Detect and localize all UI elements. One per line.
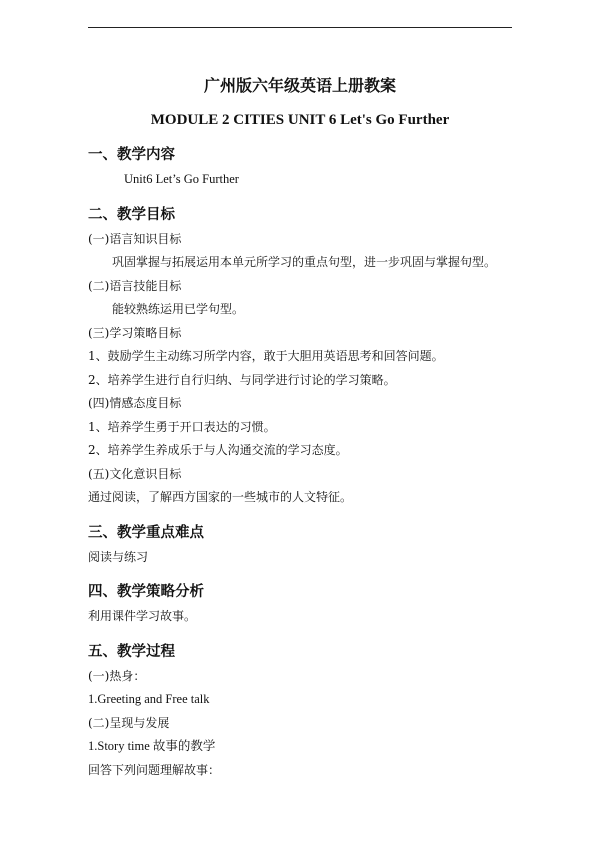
presentation-text: 回答下列问题理解故事： xyxy=(88,762,221,777)
unit-name: Unit6 Let’s Go Further xyxy=(124,172,239,186)
strategy-goal-item: 2、培养学生进行自行归纳、与同学进行讨论的学习策略。 xyxy=(88,372,396,387)
section-teaching-goals xyxy=(88,202,512,510)
subheading-warm-up: (一)热身： xyxy=(88,668,146,683)
presentation-item: 1.Story time 故事的教学 xyxy=(88,739,216,753)
subheading-culture-goal: (五)文化意识目标 xyxy=(88,466,182,481)
strategy-goal-item: 1、鼓励学生主动练习所学内容，敢于大胆用英语思考和回答问题。 xyxy=(88,349,444,363)
subheading-knowledge-goal: (一)语言知识目标 xyxy=(88,231,182,246)
section-heading: 一、教学内容 xyxy=(88,146,175,163)
subheading-skill-goal: (二)语言技能目标 xyxy=(88,278,182,293)
document-title-english: MODULE 2 CITIES UNIT 6 Let's Go Further xyxy=(150,112,450,128)
section-key-points xyxy=(88,520,512,570)
subheading-strategy-goal: (三)学习策略目标 xyxy=(88,325,182,340)
section-heading: 三、教学重点难点 xyxy=(88,523,204,541)
section-heading: 四、教学策略分析 xyxy=(88,583,204,600)
attitude-goal-item: 2、培养学生养成乐于与人沟通交流的学习态度。 xyxy=(88,443,348,457)
strategy-analysis-text: 利用课件学习故事。 xyxy=(88,609,197,623)
section-teaching-process xyxy=(88,639,512,783)
knowledge-goal-text: 巩固掌握与拓展运用本单元所学习的重点句型，进一步巩固与掌握句型。 xyxy=(112,255,497,269)
document-page xyxy=(88,74,512,782)
subheading-presentation: (二)呈现与发展 xyxy=(88,715,170,730)
header-rule xyxy=(88,27,512,28)
section-heading: 五、教学过程 xyxy=(88,642,175,660)
attitude-goal-item: 1、培养学生勇于开口表达的习惯。 xyxy=(88,419,276,434)
culture-goal-text: 通过阅读，了解西方国家的一些城市的人文特征。 xyxy=(88,490,353,504)
warm-up-item: 1.Greeting and Free talk xyxy=(88,692,210,706)
section-teaching-content xyxy=(88,142,512,192)
section-heading: 二、教学目标 xyxy=(88,205,175,223)
key-points-text: 阅读与练习 xyxy=(88,549,149,564)
section-strategy-analysis xyxy=(88,579,512,629)
document-title-chinese: 广州版六年级英语上册教案 xyxy=(203,76,396,95)
subheading-attitude-goal: (四)情感态度目标 xyxy=(88,396,182,410)
skill-goal-text: 能较熟练运用已学句型。 xyxy=(112,302,245,316)
